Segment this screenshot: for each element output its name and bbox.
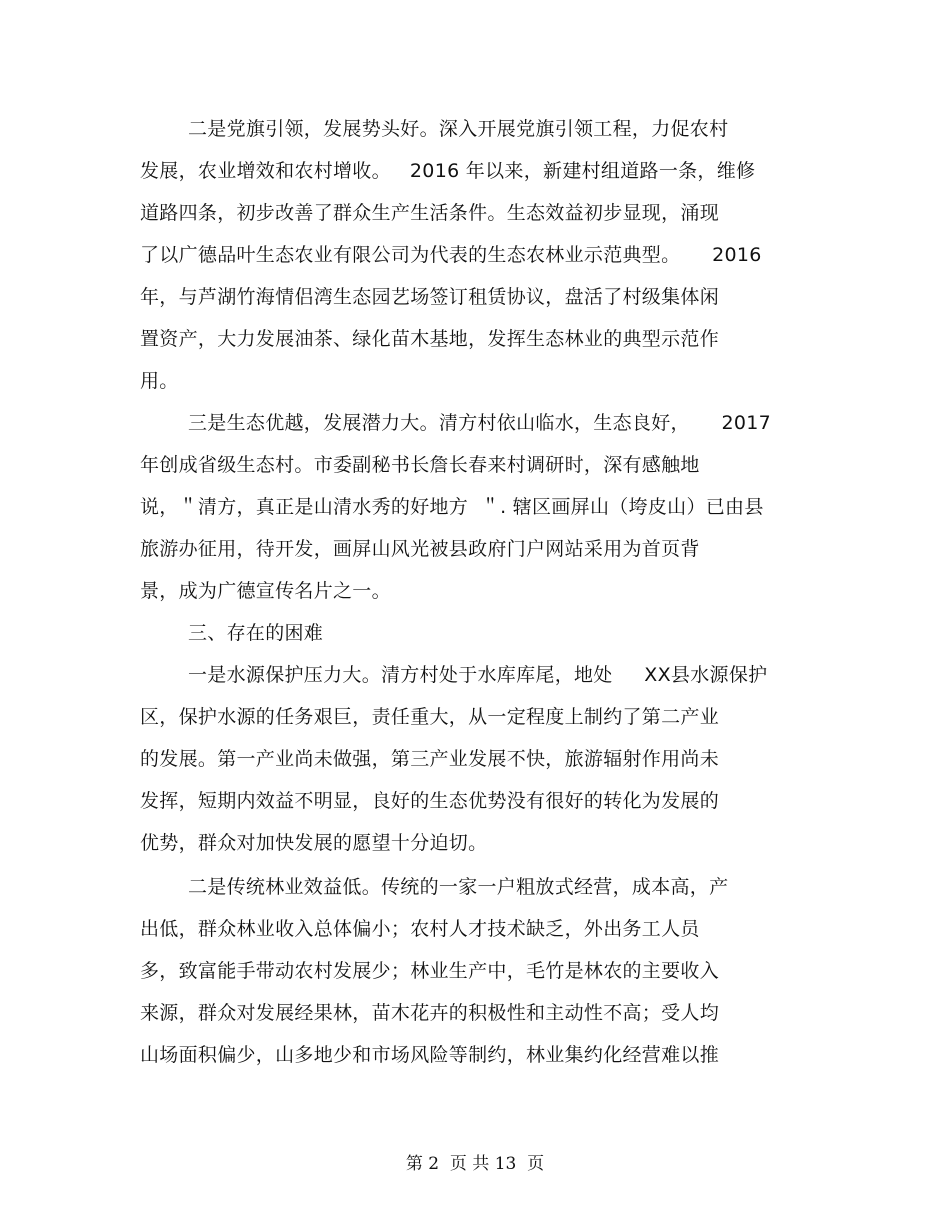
section-heading: 三、存在的困难 — [188, 622, 324, 644]
paragraph-line: 置资产，大力发展油茶、绿化苗木基地，发挥生态林业的典型示范作 — [140, 328, 720, 350]
paragraph-line: 出低，群众林业收入总体偏小；农村人才技术缺乏，外出务工人员 — [140, 918, 700, 940]
paragraph-line: 道路四条，初步改善了群众生产生活条件。生态效益初步显现，涌现 — [140, 202, 720, 224]
paragraph-line: 发展，农业增效和农村增收。 2016 年以来，新建村组道路一条，维修 — [140, 160, 756, 182]
paragraph-line: 的发展。第一产业尚未做强，第三产业发展不快，旅游辐射作用尚未 — [140, 748, 720, 770]
paragraph-line: 区，保护水源的任务艰巨，责任重大，从一定程度上制约了第二产业 — [140, 706, 720, 728]
paragraph-line: 一是水源保护压力大。清方村处于水库库尾，地处 XX县水源保护 — [188, 664, 768, 686]
paragraph-line: 说，＂清方，真正是山清水秀的好地方 ＂. 辖区画屏山（垮皮山）已由县 — [140, 496, 764, 518]
paragraph-line: 景，成为广德宣传名片之一。 — [140, 580, 391, 602]
paragraph-line: 来源，群众对发展经果林，苗木花卉的积极性和主动性不高；受人均 — [140, 1002, 720, 1024]
paragraph-line: 用。 — [140, 370, 179, 392]
paragraph-line: 山场面积偏少，山多地少和市场风险等制约，林业集约化经营难以推 — [140, 1044, 720, 1066]
paragraph-line: 多，致富能手带动农村发展少；林业生产中，毛竹是林农的主要收入 — [140, 960, 720, 982]
paragraph-line: 年，与芦湖竹海情侣湾生态园艺场签订租赁协议，盘活了村级集体闲 — [140, 286, 720, 308]
paragraph-line: 旅游办征用，待开发，画屏山风光被县政府门户网站采用为首页背 — [140, 538, 700, 560]
page-number-footer: 第 2 页 共 13 页 — [405, 1154, 545, 1174]
paragraph-line: 了以广德品叶生态农业有限公司为代表的生态农林业示范典型。 2016 — [140, 244, 762, 266]
paragraph-line: 二是党旗引领，发展势头好。深入开展党旗引领工程，力促农村 — [188, 118, 729, 140]
paragraph-line: 二是传统林业效益低。传统的一家一户粗放式经营，成本高，产 — [188, 876, 729, 898]
paragraph-line: 优势，群众对加快发展的愿望十分迫切。 — [140, 832, 488, 854]
paragraph-line: 年创成省级生态村。市委副秘书长詹长春来村调研时，深有感触地 — [140, 454, 700, 476]
paragraph-line: 三是生态优越，发展潜力大。清方村依山临水，生态良好， 2017 — [188, 412, 772, 434]
paragraph-line: 发挥，短期内效益不明显，良好的生态优势没有很好的转化为发展的 — [140, 790, 720, 812]
